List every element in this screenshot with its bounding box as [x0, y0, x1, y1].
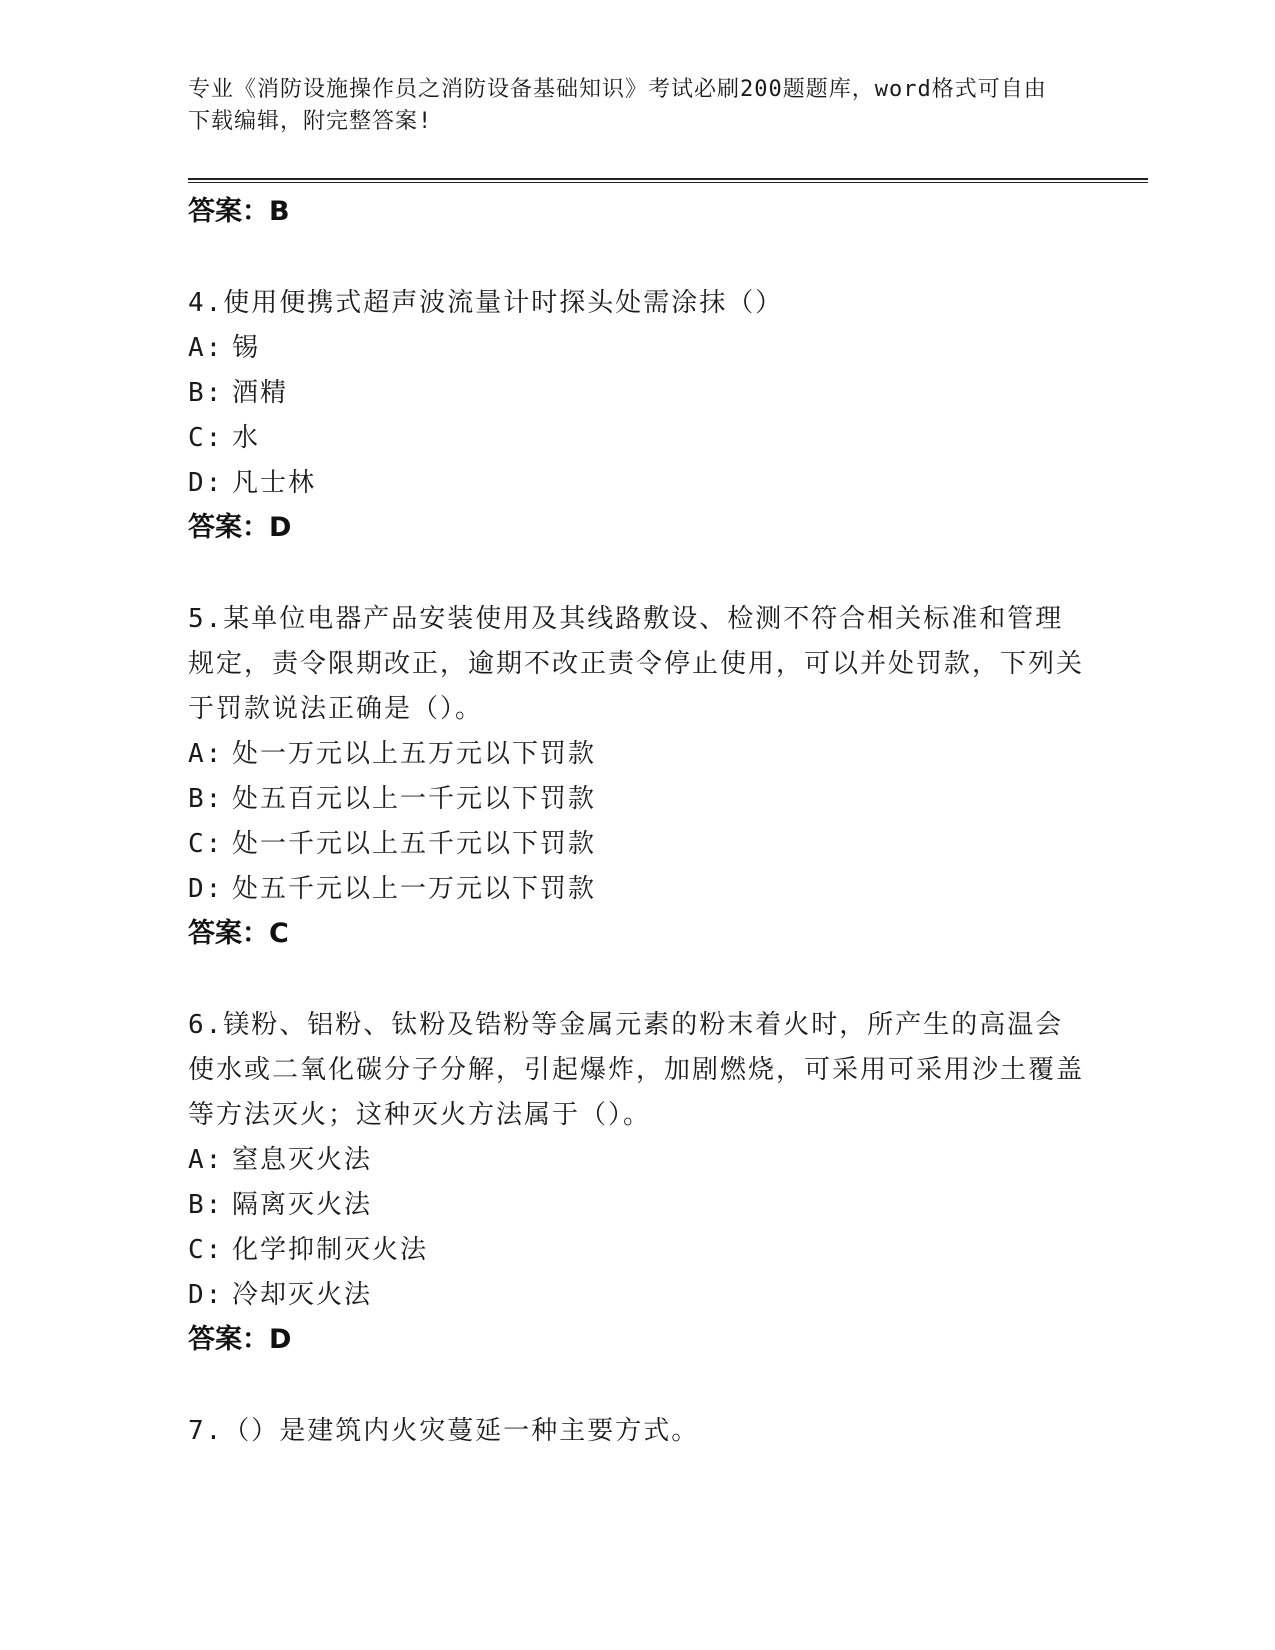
answer-line: 答案：D [188, 1324, 292, 1355]
option-text: 锡 [232, 333, 261, 363]
question-stem: 5.某单位电器产品安装使用及其线路敷设、检测不符合相关标准和管理规定，责令限期改正，逾期不改正责令停止使用，可以并处罚款，下列关于罚款说法正确是（）。 [188, 604, 1085, 724]
option-text: 处五千元以上一万元以下罚款 [232, 874, 597, 904]
option-c [188, 1228, 1088, 1273]
question-stem: 7.（）是建筑内火灾蔓延一种主要方式。 [188, 1416, 700, 1446]
option-d [188, 867, 1088, 912]
answer-line: 答案：C [188, 918, 289, 949]
option-letter: C: [188, 829, 224, 859]
option-letter: C: [188, 423, 224, 453]
answer-line: 答案：B [188, 196, 290, 227]
option-a [188, 732, 1088, 777]
option-text: 水 [232, 423, 261, 453]
option-letter: B: [188, 784, 224, 814]
option-text: 隔离灭火法 [232, 1190, 373, 1220]
option-text: 凡士林 [232, 468, 317, 498]
option-b [188, 1183, 1088, 1228]
option-text: 化学抑制灭火法 [232, 1235, 429, 1265]
option-letter: A: [188, 739, 224, 769]
option-c [188, 822, 1088, 867]
option-letter: D: [188, 1280, 224, 1310]
option-a [188, 326, 1088, 371]
option-b [188, 777, 1088, 822]
option-d [188, 461, 1088, 506]
option-b [188, 371, 1088, 416]
option-d [188, 1273, 1088, 1318]
question-item [188, 597, 1088, 956]
option-letter: B: [188, 378, 224, 408]
option-letter: A: [188, 333, 224, 363]
question-stem: 6.镁粉、铝粉、钛粉及锆粉等金属元素的粉末着火时，所产生的高温会使水或二氧化碳分子分解，引起爆炸，加剧燃烧，可采用可采用沙土覆盖等方法灭火；这种灭火方法属于（）。 [188, 1010, 1085, 1130]
option-a [188, 1138, 1088, 1183]
option-text: 处五百元以上一千元以下罚款 [232, 784, 597, 814]
option-text: 处一千元以上五千元以下罚款 [232, 829, 597, 859]
option-letter: C: [188, 1235, 224, 1265]
option-letter: D: [188, 874, 224, 904]
option-letter: D: [188, 468, 224, 498]
answer-line: 答案：D [188, 512, 292, 543]
question-item [188, 281, 1088, 550]
question-list [188, 190, 1088, 1454]
page-header: 专业《消防设施操作员之消防设备基础知识》考试必刷200题题库，word格式可自由下载编辑，附完整答案! [188, 77, 1047, 134]
option-c [188, 416, 1088, 461]
question-stem: 4.使用便携式超声波流量计时探头处需涂抹（） [188, 288, 784, 318]
option-letter: A: [188, 1145, 224, 1175]
header-divider [188, 178, 1148, 183]
question-item [188, 1409, 1088, 1454]
option-text: 酒精 [232, 378, 289, 408]
option-text: 窒息灭火法 [232, 1145, 373, 1175]
option-text: 处一万元以上五万元以下罚款 [232, 739, 597, 769]
option-letter: B: [188, 1190, 224, 1220]
option-text: 冷却灭火法 [232, 1280, 373, 1310]
question-item [188, 1003, 1088, 1362]
